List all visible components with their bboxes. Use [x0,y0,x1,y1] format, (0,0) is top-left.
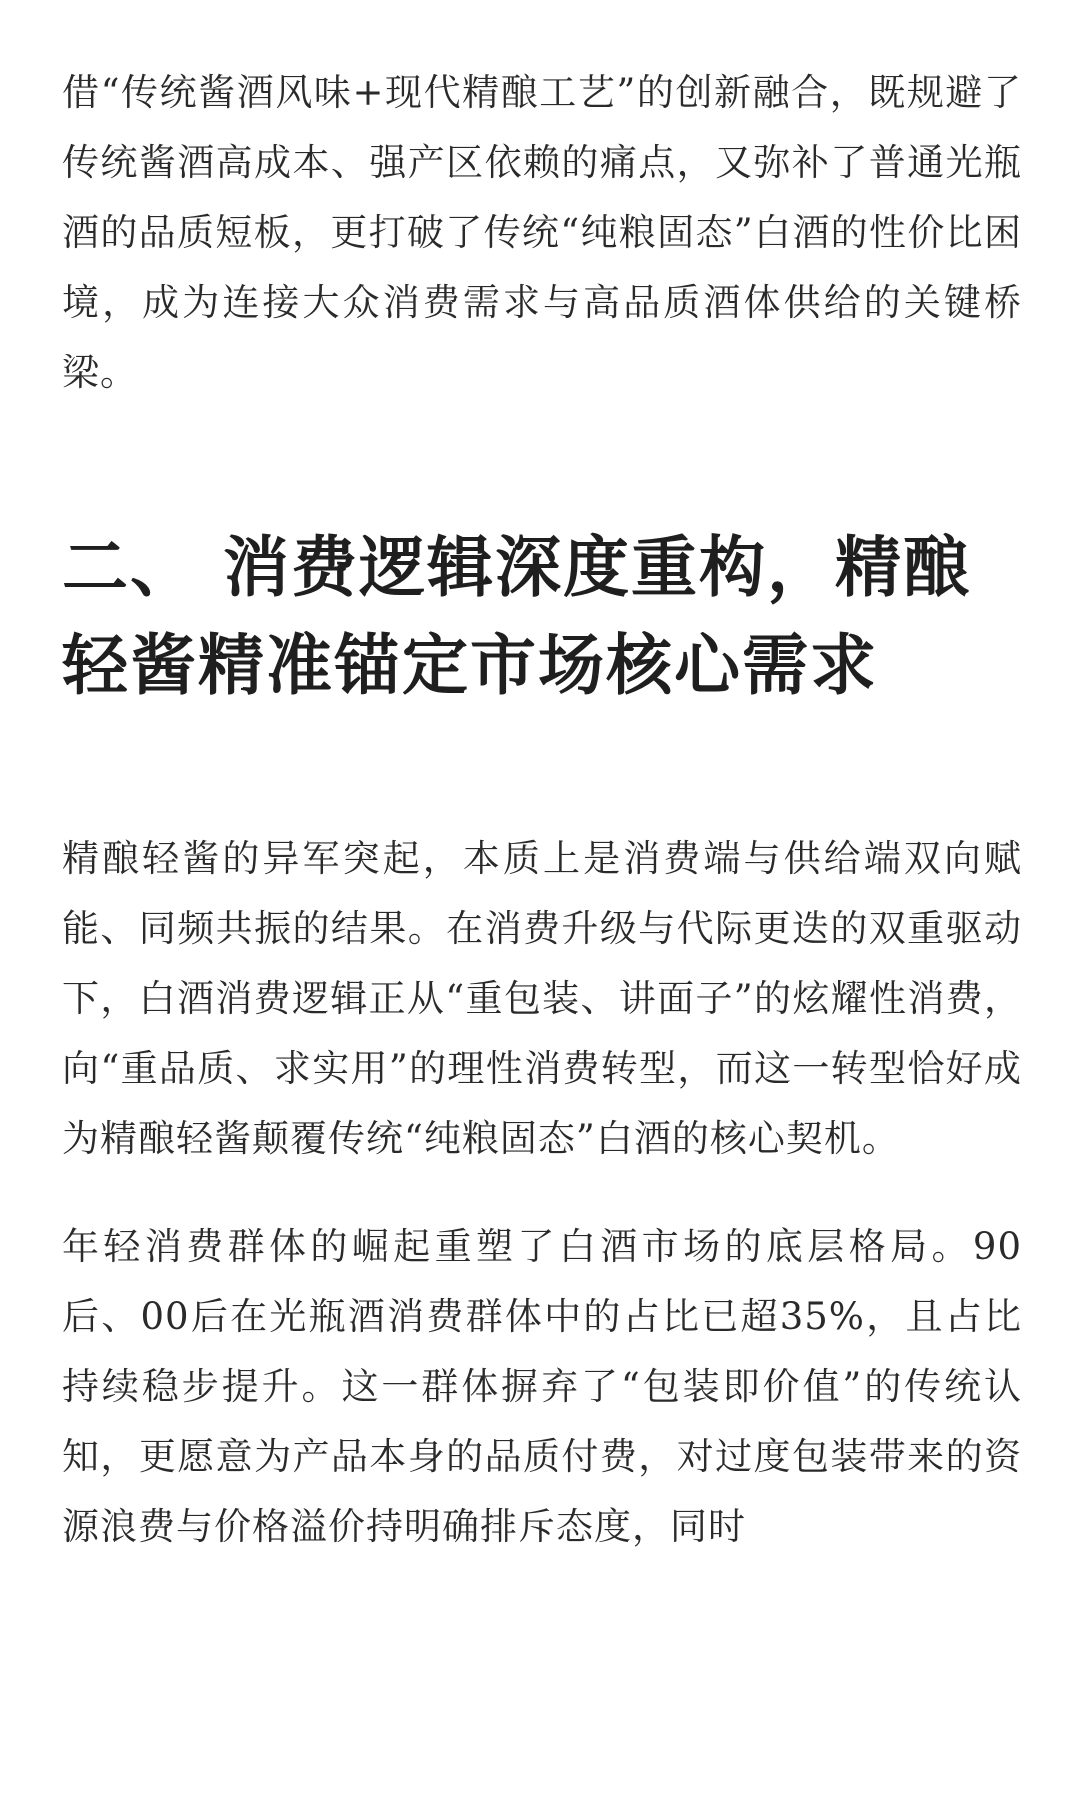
body-paragraph-consumption-logic: 精酿轻酱的异军突起，本质上是消费端与供给端双向赋能、同频共振的结果。在消费升级与代际更迭的双重驱动下，白酒消费逻辑正从“重包装、讲面子”的炫耀性消费，向“重品质、求实用”的理性消费转型，而这一转型恰好成为精酿轻酱颠覆传统“纯粮固态”白酒的核心契机。 [62,837,1022,1160]
body-paragraph-young-consumers: 年轻消费群体的崛起重塑了白酒市场的底层格局。90后、00后在光瓶酒消费群体中的占比已超35%，且占比持续稳步提升。这一群体摒弃了“包装即价值”的传统认知，更愿意为产品本身的品质付费，对过度包装带来的资源浪费与价格溢价持明确排斥态度，同时 [62,1225,1022,1548]
section-heading: 二、 消费逻辑深度重构，精酿轻酱精准锚定市场核心需求 [62,528,971,704]
article-body [62,58,1022,1562]
intro-paragraph: 借“传统酱酒风味+现代精酿工艺”的创新融合，既规避了传统酱酒高成本、强产区依赖的痛点，又弥补了普通光瓶酒的品质短板，更打破了传统“纯粮固态”白酒的性价比困境，成为连接大众消费需求与高品质酒体供给的关键桥梁。 [62,71,1022,394]
